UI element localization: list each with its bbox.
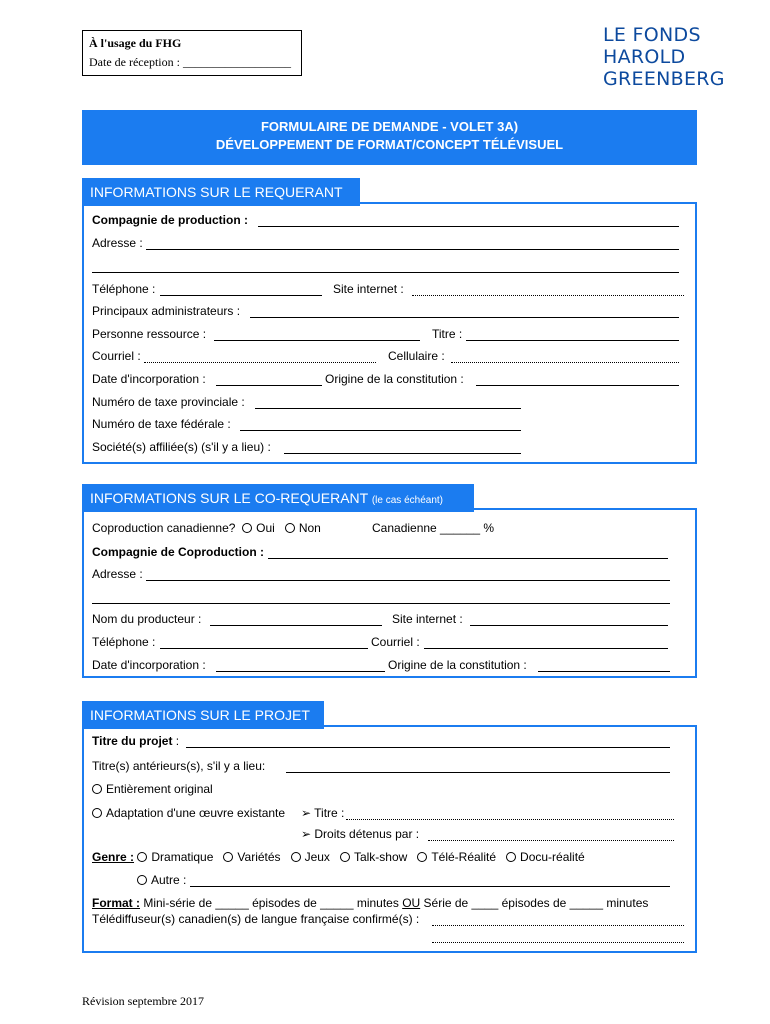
anterieurs-label: Titre(s) antérieurs(s), s'il y a lieu: bbox=[92, 759, 266, 773]
titre-label: Titre : bbox=[432, 327, 463, 341]
titre-projet-label: Titre du projet : bbox=[92, 734, 180, 748]
adresse-field[interactable] bbox=[146, 249, 679, 250]
site2-field[interactable] bbox=[470, 625, 668, 626]
adaptation-radio[interactable] bbox=[92, 808, 102, 818]
banner-line1: FORMULAIRE DE DEMANDE - VOLET 3A) bbox=[260, 119, 519, 134]
compagnie-coprod-field[interactable] bbox=[268, 558, 668, 559]
canadienne-field[interactable]: Canadienne ______ % bbox=[372, 521, 495, 535]
g2-radio[interactable] bbox=[223, 852, 233, 862]
banner-line2: DÉVELOPPEMENT DE FORMAT/CONCEPT TÉLÉVISUEL bbox=[215, 137, 564, 152]
titre2-label: ➢ Titre : bbox=[301, 806, 345, 820]
section-projet-title: INFORMATIONS SUR LE PROJET bbox=[82, 701, 324, 729]
cellulaire-label: Cellulaire : bbox=[388, 349, 445, 363]
droits-label: ➢ Droits détenus par : bbox=[301, 827, 420, 841]
adresse-field-2[interactable] bbox=[92, 272, 679, 273]
adresse-label: Adresse : bbox=[92, 236, 143, 250]
droits-field[interactable] bbox=[428, 840, 674, 841]
autre-radio[interactable] bbox=[137, 875, 147, 885]
format-label: Format : bbox=[92, 896, 140, 910]
site2-label: Site internet : bbox=[392, 612, 463, 626]
anterieurs-field[interactable] bbox=[286, 772, 670, 773]
adresse2-field-2[interactable] bbox=[92, 603, 670, 604]
taxe-prov-field[interactable] bbox=[255, 408, 521, 409]
diffuseur-field[interactable] bbox=[432, 925, 684, 926]
original-option[interactable]: Entièrement original bbox=[92, 782, 213, 796]
reception-date: Date de réception : __________________ bbox=[89, 55, 291, 69]
courriel-label: Courriel : bbox=[92, 349, 141, 363]
date-incorp-field[interactable] bbox=[216, 385, 322, 386]
g4-radio[interactable] bbox=[340, 852, 350, 862]
origine-label: Origine de la constitution : bbox=[325, 372, 464, 386]
genre-row: Genre : Dramatique Variétés Jeux Talk-show Télé-Réalité Docu-réalité bbox=[92, 850, 585, 864]
nom-producteur-field[interactable] bbox=[210, 625, 382, 626]
date-incorp-label: Date d'incorporation : bbox=[92, 372, 206, 386]
cellulaire-field[interactable] bbox=[451, 362, 679, 363]
taxe-prov-label: Numéro de taxe provinciale : bbox=[92, 395, 245, 409]
format-row: Format : Mini-série de _____ épisodes de _____ minutes OU Série de ____ épisodes de _____ minutes bbox=[92, 896, 649, 910]
nom-producteur-label: Nom du producteur : bbox=[92, 612, 202, 626]
date-incorp2-label: Date d'incorporation : bbox=[92, 658, 206, 672]
genre-label: Genre : bbox=[92, 850, 135, 864]
autre-option[interactable]: Autre : bbox=[137, 873, 186, 887]
compagnie-coprod-label: Compagnie de Coproduction : bbox=[92, 545, 264, 559]
telephone2-label: Téléphone : bbox=[92, 635, 156, 649]
coprod-row: Coproduction canadienne? Oui Non bbox=[92, 521, 321, 535]
titre2-field[interactable] bbox=[346, 819, 674, 820]
form-banner bbox=[82, 110, 697, 165]
origine2-field[interactable] bbox=[538, 671, 670, 672]
diffuseur-field-2[interactable] bbox=[432, 942, 684, 943]
telephone2-field[interactable] bbox=[160, 648, 368, 649]
g1-radio[interactable] bbox=[137, 852, 147, 862]
telephone-field[interactable] bbox=[160, 295, 322, 296]
telephone-label: Téléphone : bbox=[92, 282, 156, 296]
titre-field[interactable] bbox=[466, 340, 679, 341]
compagnie-label: Compagnie de production : bbox=[92, 213, 248, 227]
compagnie-field[interactable] bbox=[258, 226, 679, 227]
g5-radio[interactable] bbox=[417, 852, 427, 862]
usage-title: À l'usage du FHG bbox=[89, 36, 182, 50]
diffuseur-label: Télédiffuseur(s) canadien(s) de langue française confirmé(s) : bbox=[92, 912, 420, 926]
revision-footer: Révision septembre 2017 bbox=[82, 994, 204, 1008]
titre-projet-field[interactable] bbox=[186, 747, 670, 748]
taxe-fed-field[interactable] bbox=[240, 430, 521, 431]
autre-field[interactable] bbox=[190, 886, 670, 887]
personne-label: Personne ressource : bbox=[92, 327, 207, 341]
principaux-label: Principaux administrateurs : bbox=[92, 304, 241, 318]
site-label: Site internet : bbox=[333, 282, 404, 296]
personne-field[interactable] bbox=[214, 340, 420, 341]
taxe-fed-label: Numéro de taxe fédérale : bbox=[92, 417, 231, 431]
date-incorp2-field[interactable] bbox=[216, 671, 385, 672]
adresse2-field[interactable] bbox=[146, 580, 670, 581]
courriel2-label: Courriel : bbox=[371, 635, 420, 649]
usage-box bbox=[82, 30, 302, 76]
section-requerant-title: INFORMATIONS SUR LE REQUERANT bbox=[82, 178, 360, 206]
origine2-label: Origine de la constitution : bbox=[388, 658, 527, 672]
adaptation-option[interactable]: Adaptation d'une œuvre existante bbox=[92, 806, 285, 820]
courriel-field[interactable] bbox=[144, 362, 376, 363]
section-corequerant-title: INFORMATIONS SUR LE CO-REQUERANT (le cas échéant) bbox=[82, 484, 474, 512]
non-radio[interactable] bbox=[285, 523, 295, 533]
societe-field[interactable] bbox=[284, 453, 521, 454]
courriel2-field[interactable] bbox=[424, 648, 668, 649]
societe-label: Société(s) affiliée(s) (s'il y a lieu) : bbox=[92, 440, 271, 454]
g6-radio[interactable] bbox=[506, 852, 516, 862]
oui-radio[interactable] bbox=[242, 523, 252, 533]
g3-radio[interactable] bbox=[291, 852, 301, 862]
logo: LE FONDS HAROLD GREENBERG bbox=[603, 24, 725, 90]
origine-field[interactable] bbox=[476, 385, 679, 386]
adresse2-label: Adresse : bbox=[92, 567, 143, 581]
site-field[interactable] bbox=[412, 295, 684, 296]
principaux-field[interactable] bbox=[250, 317, 679, 318]
original-radio[interactable] bbox=[92, 784, 102, 794]
